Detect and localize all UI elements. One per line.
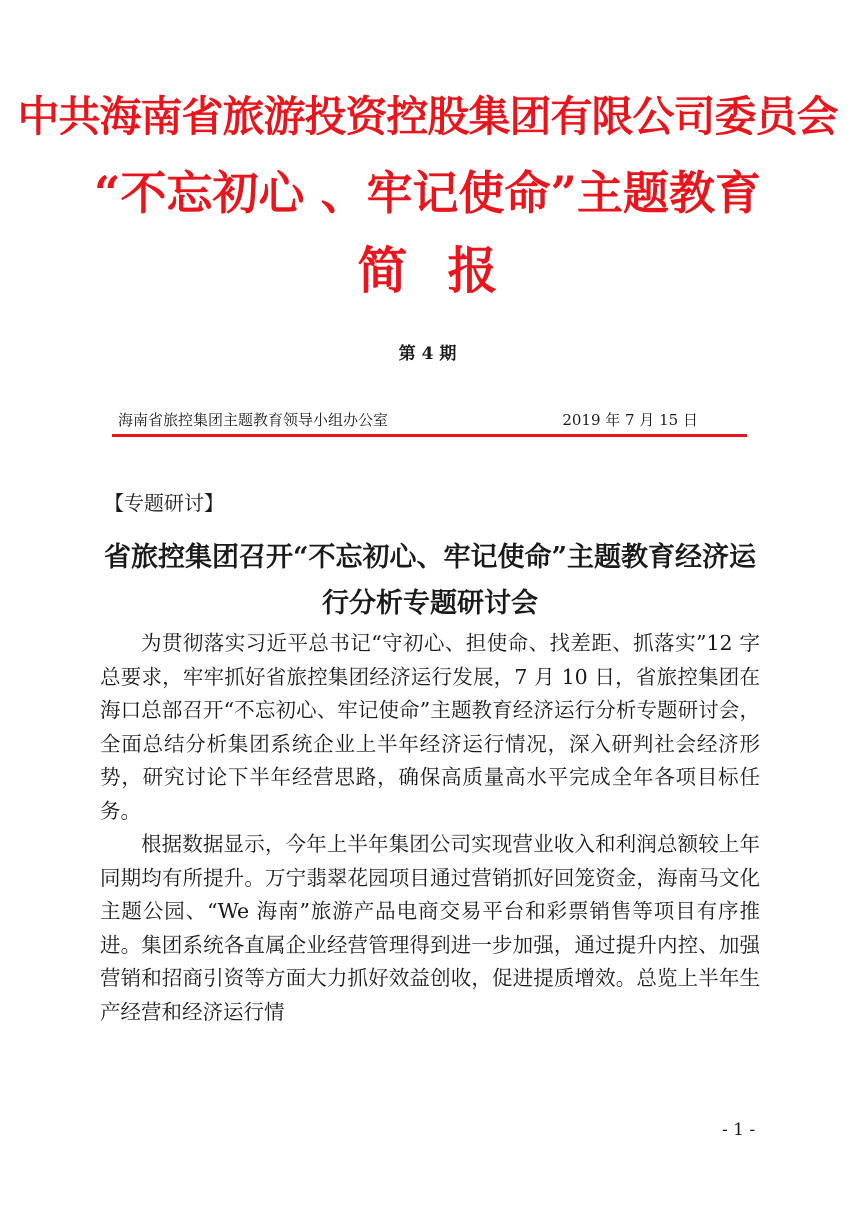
masthead-committee-name: 中共海南省旅游投资控股集团有限公司委员会	[17, 92, 838, 141]
issue-number: 4	[421, 344, 434, 364]
publish-date: 2019 年 7 月 15 日	[562, 411, 698, 429]
issue-suffix: 期	[439, 344, 457, 364]
issue-number-line	[0, 346, 855, 363]
article-body	[100, 627, 760, 1029]
publishing-office: 海南省旅控集团主题教育领导小组办公室	[118, 411, 389, 429]
article-paragraph-2: 根据数据显示，今年上半年集团公司实现营业收入和利润总额较上年同期均有所提升。万宁翡翠花园项目通过营销抓好回笼资金，海南马文化主题公园、“We 海南”旅游产品电商交易平台和彩票销售等项目有序推进。集团系统各直属企业经营管理得到进一步加强，通过提升内控、加强营销和招商引资等方面大力抓好效益创收，促进提质增效。总览上半年生产经营和经济运行情	[100, 832, 760, 1024]
red-divider-rule	[112, 434, 747, 437]
masthead-campaign-title: “不忘初心 、牢记使命”主题教育	[94, 166, 761, 220]
article-paragraph-1: 为贯彻落实习近平总书记“守初心、担使命、找差距、抓落实”12 字总要求，牢牢抓好省旅控集团经济运行发展，7 月 10 日，省旅控集团在海口总部召开“不忘初心、牢记使命”主题教育经济运行分析专题研讨会，全面总结分析集团系统企业上半年经济运行情况，深入研判社会经济形势，研究讨论下半年经营思路，确保高质量高水平完成全年各项目标任务。	[100, 631, 760, 823]
issue-prefix: 第	[398, 344, 416, 364]
article-title: 省旅控集团召开“不忘初心、牢记使命”主题教育经济运行分析专题研讨会	[103, 542, 757, 619]
page-number: - 1 -	[722, 1120, 756, 1140]
section-tag: 【专题研讨】	[104, 491, 224, 515]
masthead-bulletin-label: 简报	[357, 241, 538, 300]
